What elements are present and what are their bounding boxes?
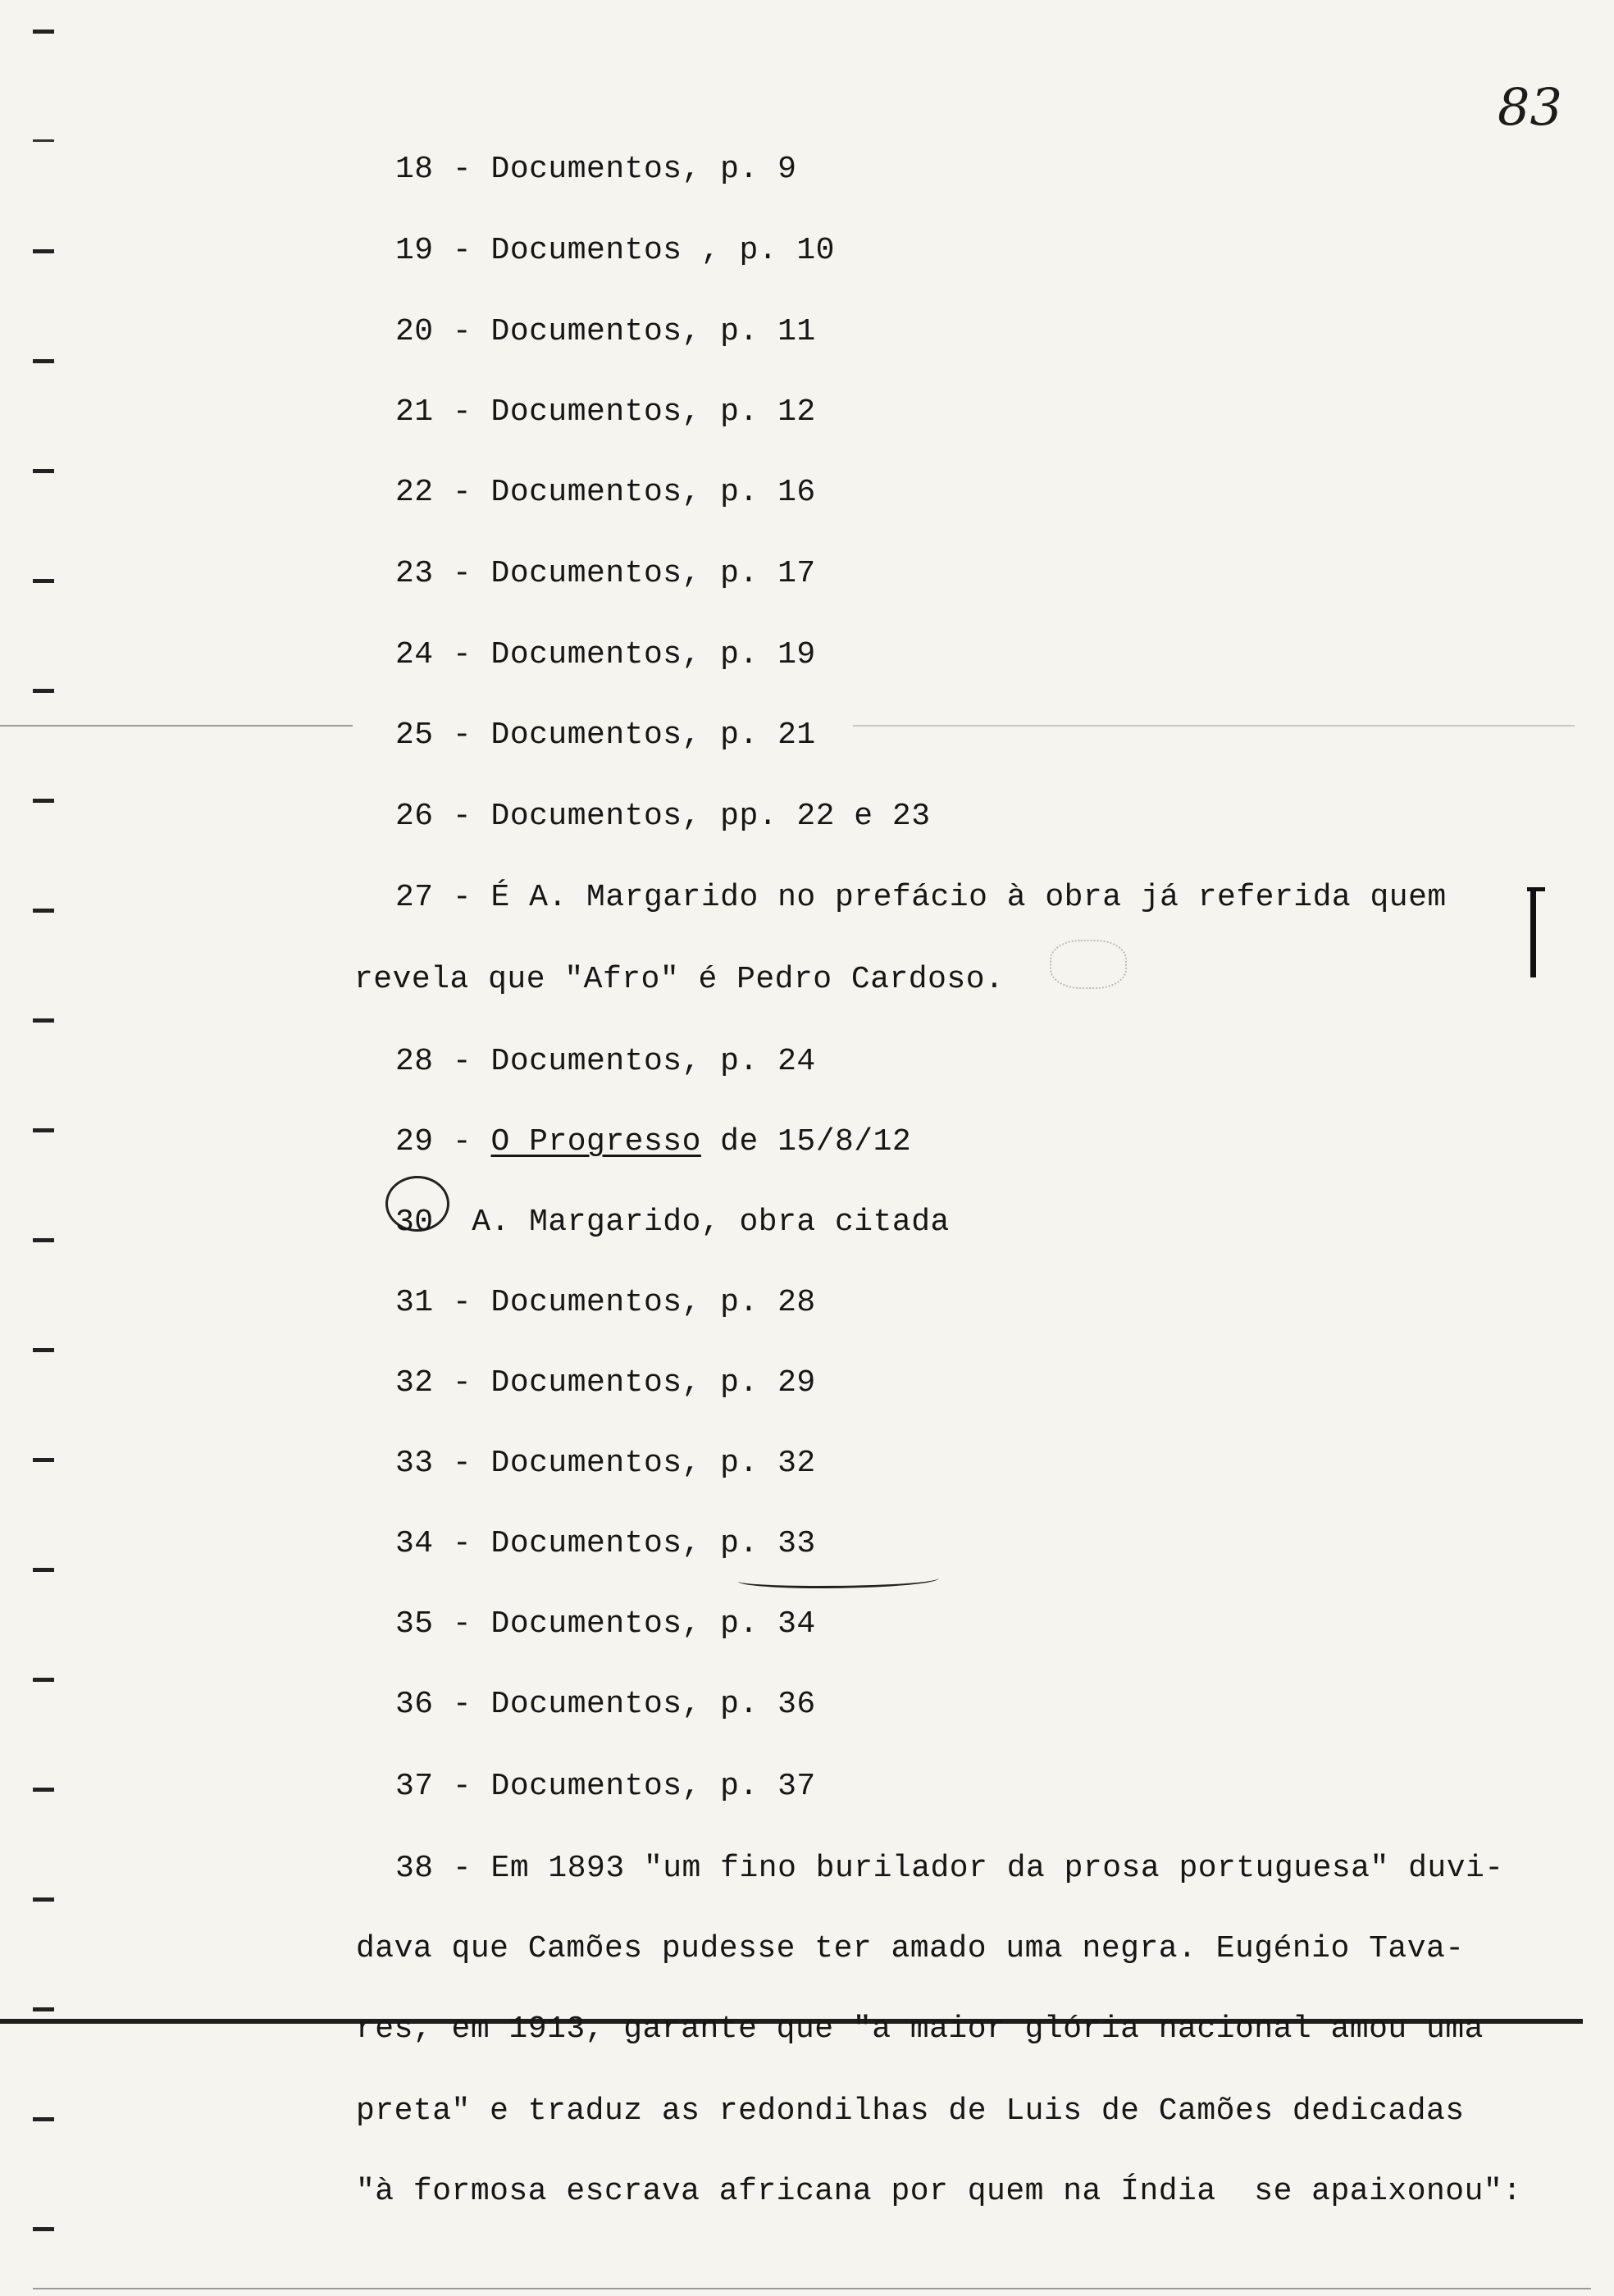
margin-tick bbox=[33, 2007, 54, 2011]
note-29-title: O Progresso bbox=[490, 1124, 701, 1159]
margin-tick bbox=[33, 359, 54, 363]
note-line: 32 - Documentos, p. 29 bbox=[395, 1365, 816, 1401]
note-30-number: 30 bbox=[395, 1205, 434, 1240]
note-30-text: A. Margarido, obra citada bbox=[433, 1205, 950, 1240]
margin-tick bbox=[33, 1128, 54, 1132]
margin-tick bbox=[33, 469, 54, 473]
note-29-prefix: 29 - bbox=[395, 1124, 491, 1159]
margin-tick bbox=[33, 1897, 54, 1902]
note-38-line-1: 38 - Em 1893 "um fino burilador da prosa portuguesa" duvi- bbox=[395, 1851, 1504, 1886]
note-27-line-1: 27 - É A. Margarido no prefácio à obra já referida quem bbox=[395, 880, 1447, 915]
margin-tick bbox=[33, 1348, 54, 1352]
left-margin-strip bbox=[0, 0, 66, 2296]
margin-tick bbox=[33, 1238, 54, 1242]
note-line: 24 - Documentos, p. 19 bbox=[395, 637, 816, 672]
note-line: 22 - Documentos, p. 16 bbox=[395, 475, 816, 510]
note-line: 28 - Documentos, p. 24 bbox=[395, 1044, 816, 1079]
margin-tick bbox=[33, 909, 54, 913]
margin-tick bbox=[33, 579, 54, 583]
note-line: 35 - Documentos, p. 34 bbox=[395, 1606, 816, 1642]
note-line: 19 - Documentos , p. 10 bbox=[395, 233, 835, 268]
margin-mark bbox=[1527, 887, 1545, 891]
margin-tick bbox=[33, 799, 54, 803]
page-number: 83 bbox=[1498, 77, 1562, 137]
note-line: 18 - Documentos, p. 9 bbox=[395, 152, 797, 187]
note-29-suffix: de 15/8/12 bbox=[700, 1124, 912, 1159]
margin-tick bbox=[33, 1458, 54, 1462]
note-line: 34 - Documentos, p. 33 bbox=[395, 1526, 816, 1561]
note-38-line-5: "à formosa escrava africana por quem na Índia se apaixonou": bbox=[356, 2174, 1522, 2209]
note-line: 26 - Documentos, pp. 22 e 23 bbox=[395, 799, 931, 834]
note-38-line-3: res, em 1913, garante que "a maior glória nacional amou uma bbox=[356, 2011, 1484, 2047]
margin-tick bbox=[33, 1678, 54, 1682]
note-line: 37 - Documentos, p. 37 bbox=[395, 1769, 816, 1804]
pencil-mark bbox=[1050, 940, 1127, 989]
margin-tick bbox=[33, 689, 54, 693]
margin-tick bbox=[33, 1788, 54, 1792]
margin-tick bbox=[33, 30, 54, 34]
margin-tick bbox=[33, 249, 54, 253]
scan-rule bbox=[0, 725, 353, 727]
margin-tick bbox=[33, 139, 54, 142]
margin-tick bbox=[33, 2117, 54, 2121]
note-line: 25 - Documentos, p. 21 bbox=[395, 718, 816, 753]
note-line: 21 - Documentos, p. 12 bbox=[395, 394, 816, 430]
margin-tick bbox=[33, 1568, 54, 1572]
note-line: 23 - Documentos, p. 17 bbox=[395, 556, 816, 591]
handwritten-underline bbox=[738, 1571, 939, 1588]
note-38-line-4: preta" e traduz as redondilhas de Luis de Camões dedicadas bbox=[356, 2093, 1465, 2129]
margin-tick bbox=[33, 2227, 54, 2231]
note-line: 20 - Documentos, p. 11 bbox=[395, 314, 816, 349]
margin-mark bbox=[1530, 887, 1536, 977]
scan-rule bbox=[853, 725, 1575, 727]
note-29-line bbox=[395, 1124, 912, 1159]
note-line: 33 - Documentos, p. 32 bbox=[395, 1446, 816, 1481]
margin-tick bbox=[33, 1018, 54, 1023]
scan-rule bbox=[33, 2288, 1591, 2289]
note-line: 36 - Documentos, p. 36 bbox=[395, 1687, 816, 1722]
note-30-line bbox=[395, 1207, 950, 1238]
note-27-line-2: revela que "Afro" é Pedro Cardoso. bbox=[354, 962, 1005, 997]
note-line: 31 - Documentos, p. 28 bbox=[395, 1285, 816, 1320]
note-38-line-2: dava que Camões pudesse ter amado uma negra. Eugénio Tava- bbox=[356, 1931, 1465, 1966]
